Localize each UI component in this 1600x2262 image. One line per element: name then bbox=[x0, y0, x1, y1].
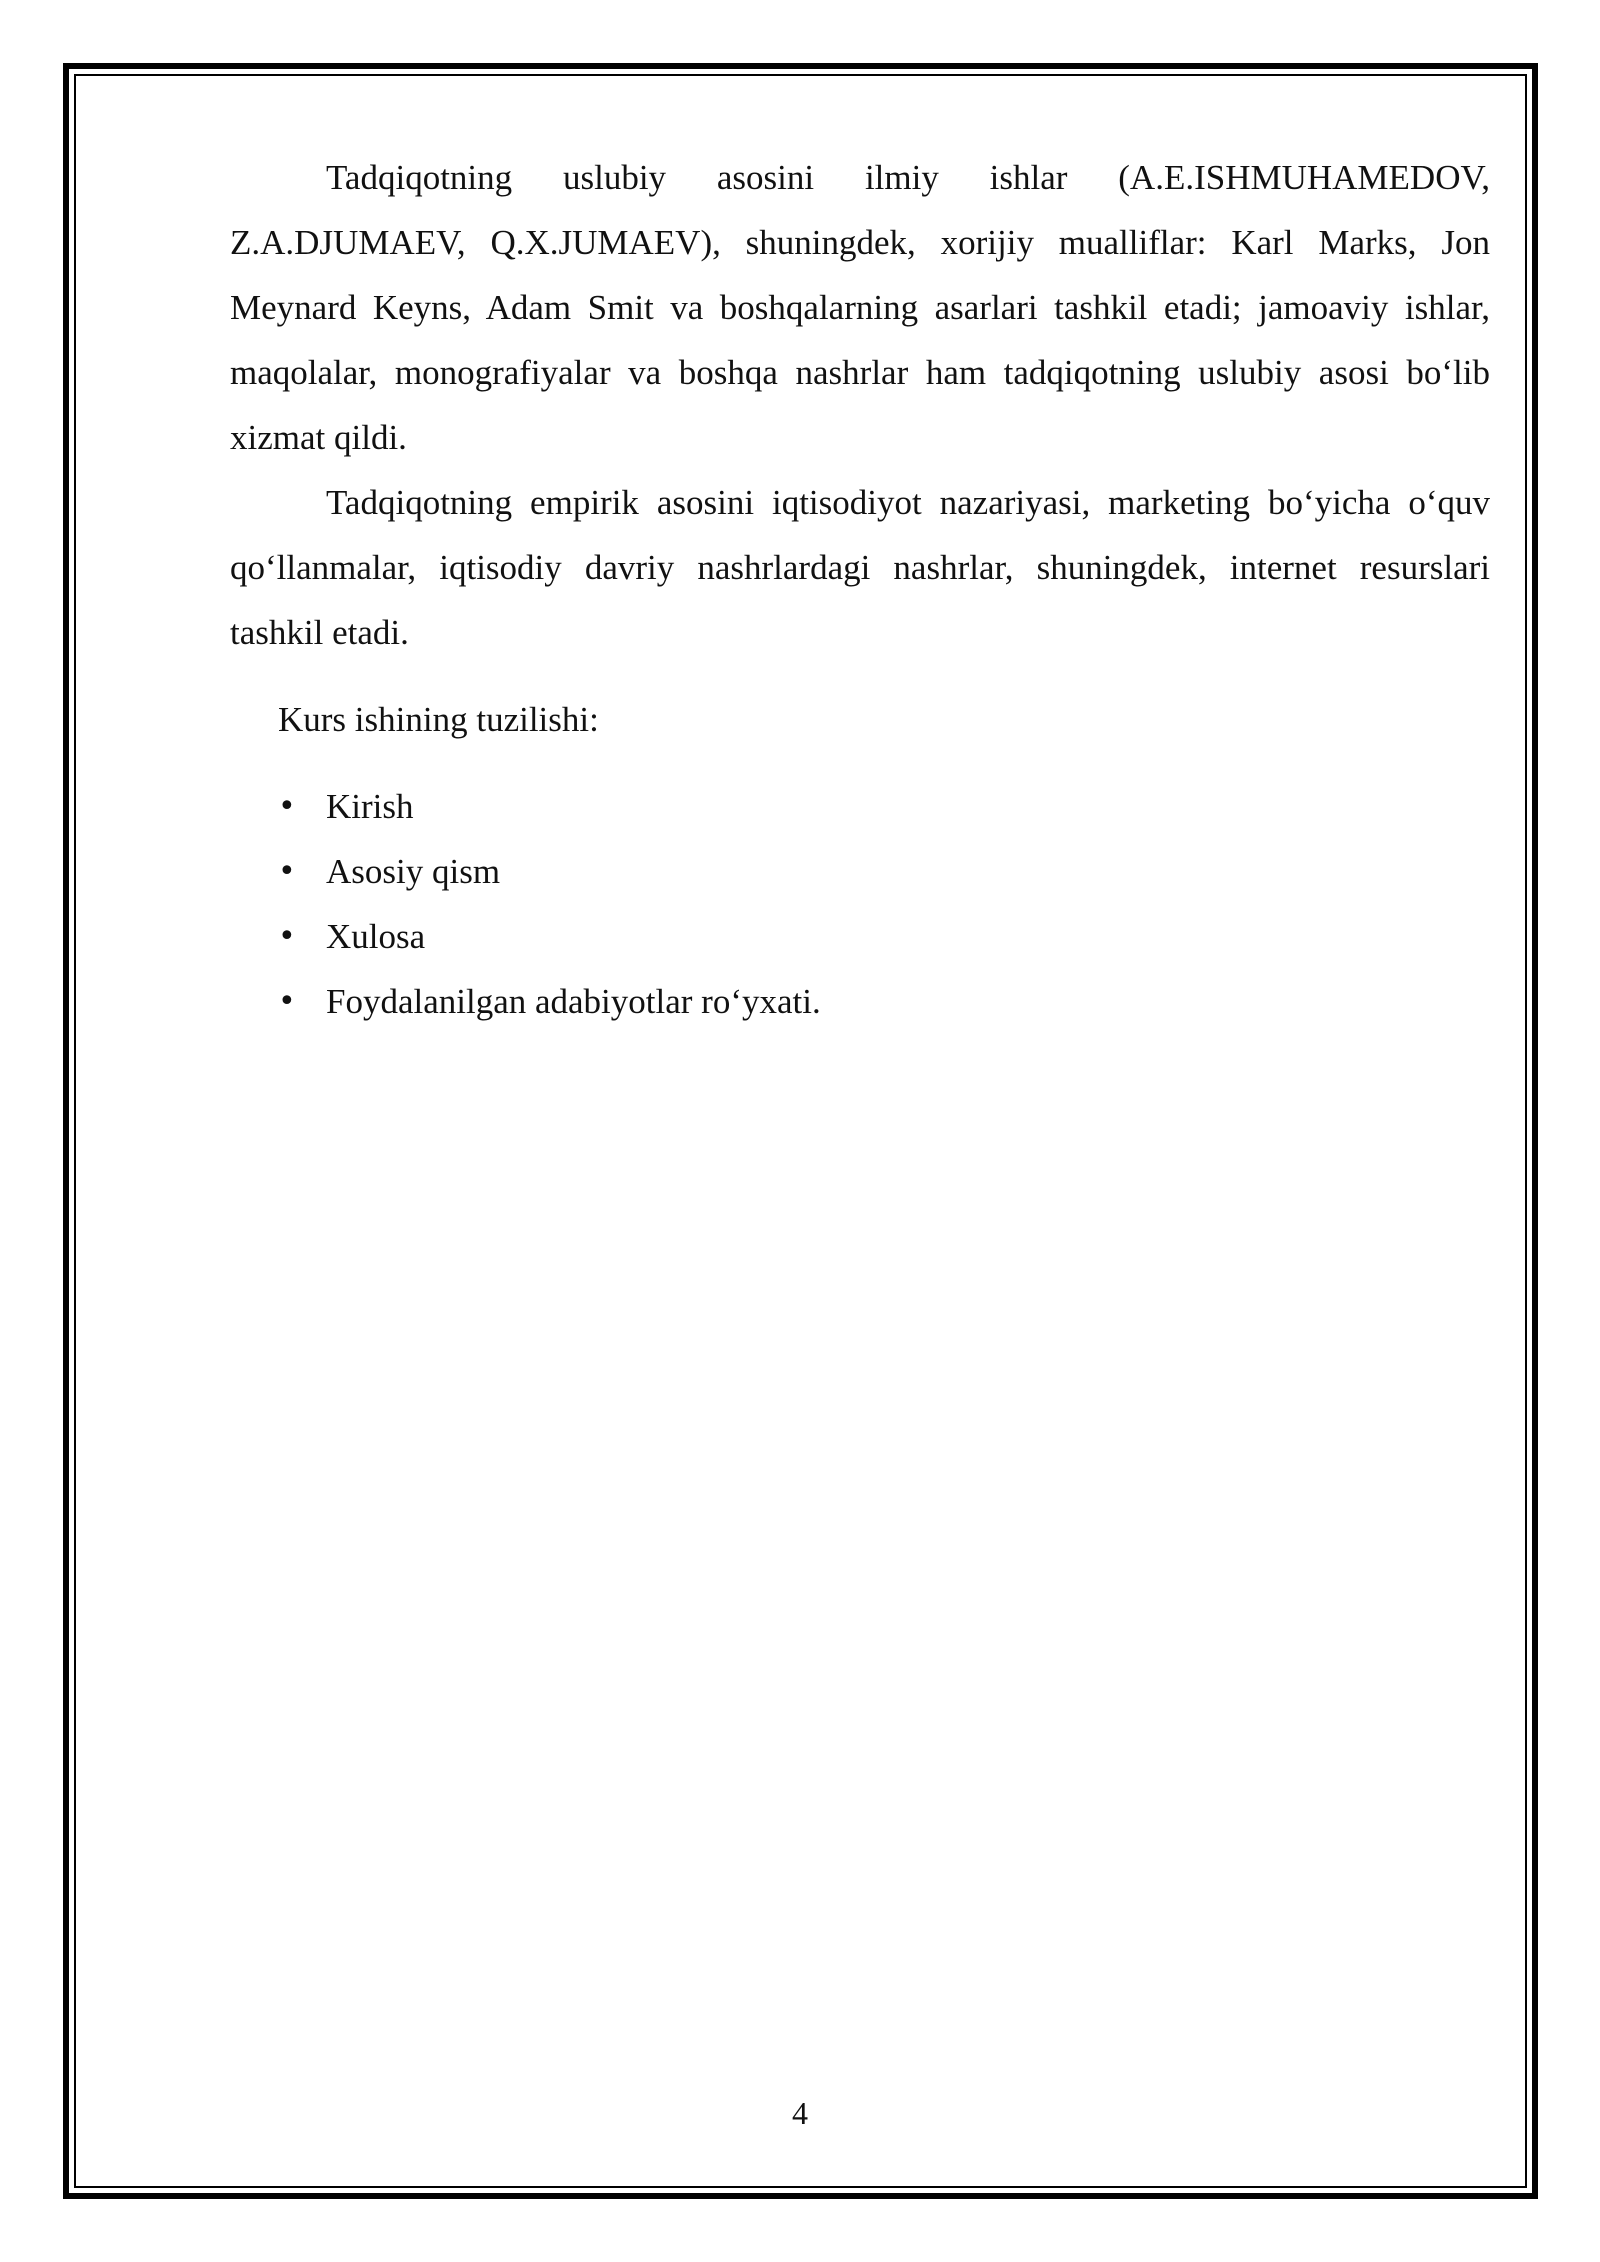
list-item bbox=[230, 774, 1490, 839]
paragraph-methodological-basis: Tadqiqotning uslubiy asosini ilmiy ishlar (A.E.ISHMUHAMEDOV, Z.A.DJUMAEV, Q.X.JUMAEV), shuningdek, xorijiy mualliflar: Karl Marks, Jon Meynard Keyns, Adam Smit va boshqalarning asarlari tashkil etadi; jamoaviy ishlar, maqolalar, monografiyalar va boshqa nashrlar ham tadqiqotning uslubiy asosi bo‘lib xizmat qildi. bbox=[230, 158, 1490, 457]
paragraph-empirical-basis: Tadqiqotning empirik asosini iqtisodiyot nazariyasi, marketing bo‘yicha o‘quv qo‘llanmalar, iqtisodiy davriy nashrlardagi nashrlar, shuningdek, internet resurslari tashkil etadi. bbox=[230, 483, 1490, 652]
page-number: 4 bbox=[792, 2095, 808, 2131]
structure-heading: Kurs ishining tuzilishi: bbox=[278, 700, 599, 739]
list-item-label: Foydalanilgan adabiyotlar ro‘yxati. bbox=[326, 982, 821, 1021]
list-item-label: Kirish bbox=[326, 787, 414, 826]
structure-list bbox=[230, 774, 1490, 1034]
list-item bbox=[230, 969, 1490, 1034]
list-item-label: Xulosa bbox=[326, 917, 426, 956]
list-item-label: Asosiy qism bbox=[326, 852, 501, 891]
bullet-icon: • bbox=[278, 854, 296, 889]
list-item bbox=[230, 904, 1490, 969]
page-content bbox=[230, 145, 1490, 1034]
bullet-icon: • bbox=[278, 919, 296, 954]
list-item bbox=[230, 839, 1490, 904]
bullet-icon: • bbox=[278, 789, 296, 824]
bullet-icon: • bbox=[278, 984, 296, 1019]
